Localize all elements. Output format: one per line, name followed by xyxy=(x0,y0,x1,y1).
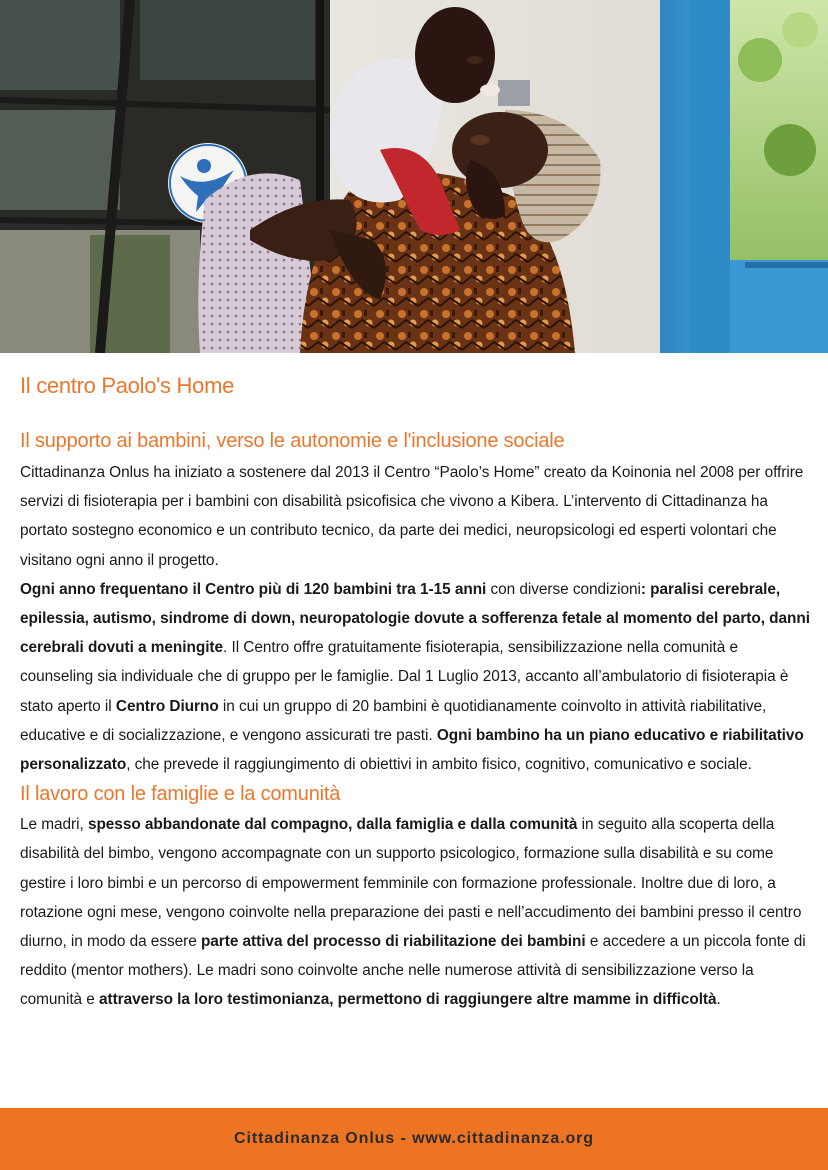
text-fragment: e accedere a un piccola fonte di reddito (mentor mothers). Le madri sono coinvolte anche nelle numerose attività di sensibilizzazione verso la comunità e xyxy=(20,933,806,1009)
page-title: Il centro Paolo's Home xyxy=(20,373,235,398)
highlight-personal-plan: Ogni bambino ha un piano educativo e riabilitativo personalizzato xyxy=(20,726,804,774)
text-fragment: in cui un gruppo di 20 bambini è quotidianamente coinvolto in attività riabilitative, educative e di socializzazione, e vengono assicurati tre pasti. xyxy=(20,697,767,744)
text-fragment: con diverse condizioni xyxy=(486,580,641,598)
highlight-conditions: : paralisi cerebrale, epilessia, autismo, sindrome di down, neuropatologie dovute a sofferenza fetale al momento del parto, danni cerebrali dovuti a meningite xyxy=(20,580,810,657)
section-title-families: Il lavoro con le famiglie e la comunità xyxy=(20,783,341,806)
highlight-abandoned: spesso abbandonate dal compagno, dalla famiglia e dalla comunità xyxy=(87,816,578,834)
text-fragment: Le madri, xyxy=(20,816,88,834)
text-fragment: . xyxy=(716,991,721,1009)
footer-bar xyxy=(0,1108,828,1170)
text-fragment: , che prevede il raggiungimento di obiettivi in ambito fisico, cognitivo, comunicativo e sociale. xyxy=(126,756,752,774)
section-title-support: Il supporto ai bambini, verso le autonomie e l'inclusione sociale xyxy=(20,430,565,452)
text-fragment: in seguito alla scoperta della disabilità del bimbo, vengono accompagnate con un supporto psicologico, formazione sulla disabilità e su come gestire i loro bimbi e un percorso di empowerment femminile con formazione professionale. Inoltre due di loro, a rotazione ogni mese, vengono coinvolte nella preparazione dei pasti e nell’accudimento dei bambini presso il centro diurno, in modo da essere xyxy=(20,816,802,951)
highlight-testimony: attraverso la loro testimonianza, permettono di raggiungere altre mamme in difficoltà xyxy=(99,991,717,1009)
paragraph-centre xyxy=(20,575,810,779)
highlight-day-centre: Centro Diurno xyxy=(115,697,219,715)
paragraph-mothers xyxy=(20,810,810,1014)
highlight-active-part: parte attiva del processo di riabilitazione dei bambini xyxy=(200,933,586,951)
footer-link[interactable]: Cittadinanza Onlus - www.cittadinanza.org xyxy=(234,1130,594,1147)
highlight-children-count: Ogni anno frequentano il Centro più di 120 bambini tra 1-15 anni xyxy=(20,580,487,598)
article xyxy=(20,372,810,1015)
hero-photo xyxy=(0,0,828,353)
hero-photo-illustration xyxy=(0,0,828,353)
paragraph-intro: Cittadinanza Onlus ha iniziato a sostenere dal 2013 il Centro “Paolo’s Home” creato da Koinonia nel 2008 per offrire servizi di fisioterapia per i bambini con disabilità psicofisica che vivono a Kibera. L’intervento di Cittadinanza ha portato sostegno economico e un contributo tecnico, da parte dei medici, neuropsicologi ed esperti volontari che visitano ogni anno il progetto. xyxy=(20,464,804,569)
text-fragment: . Il Centro offre gratuitamente fisioterapia, sensibilizzazione nella comunità e counseling sia individuale che di gruppo per le famiglie. Dal 1 Luglio 2013, accanto all’ambulatorio di fisioterapia è stato aperto il xyxy=(20,639,789,715)
